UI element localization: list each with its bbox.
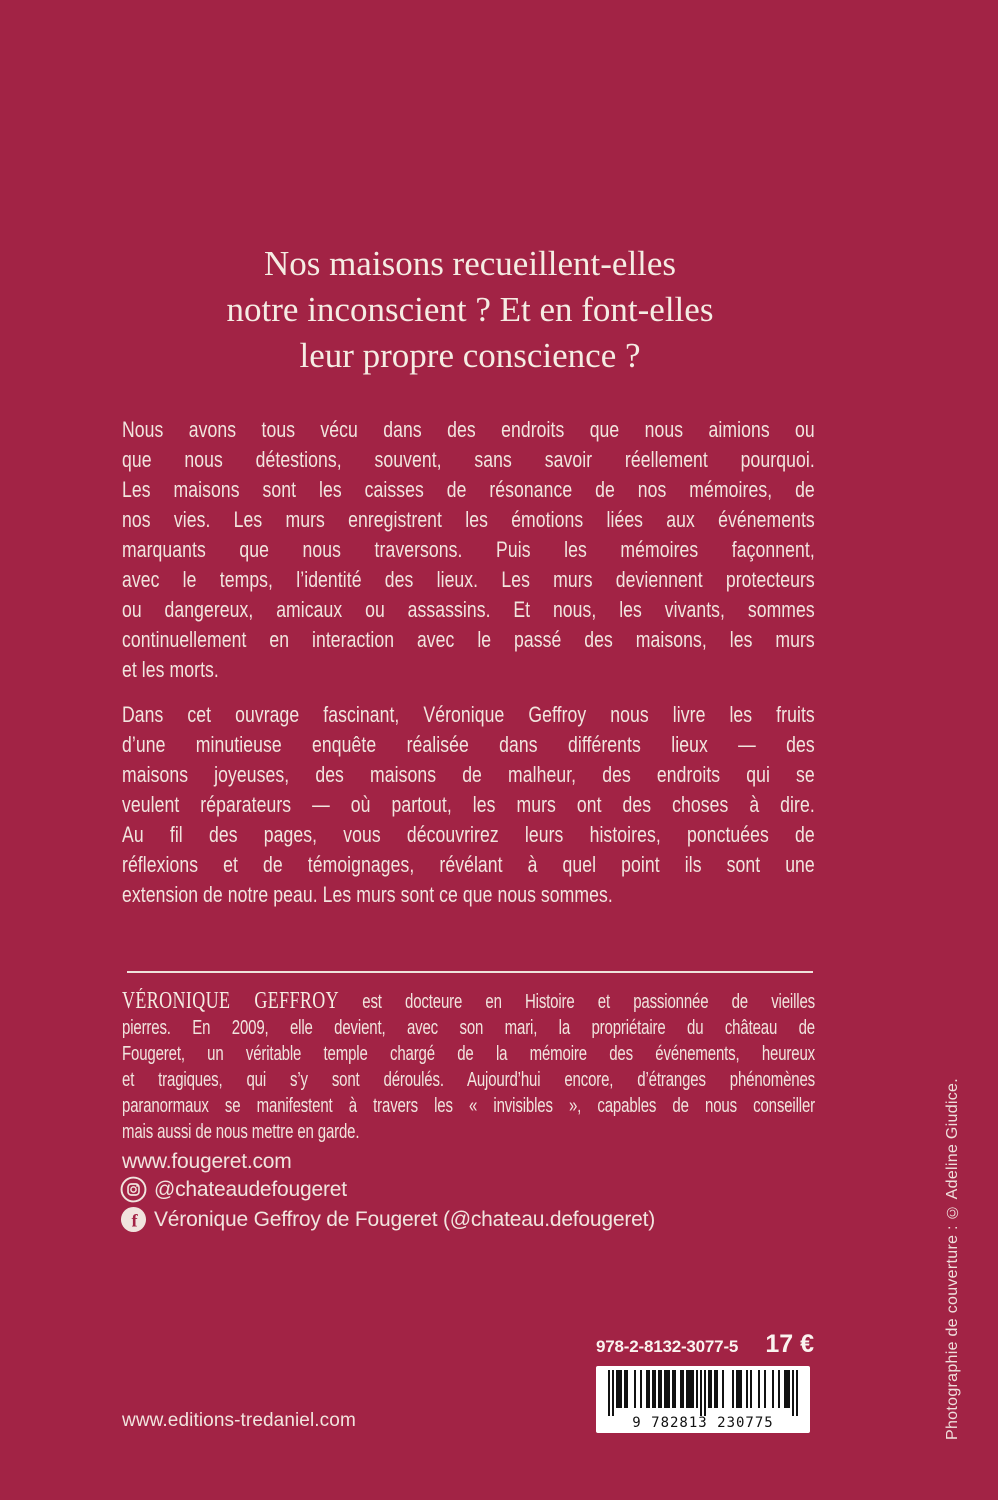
barcode-digits: 9 782813 230775 — [632, 1415, 774, 1431]
price-tag: 17 € — [765, 1330, 814, 1358]
publisher-website-url: www.editions-tredaniel.com — [122, 1410, 356, 1431]
body-text-line: Au fil des pages, vous découvrirez leurs histoires, ponctuées de — [122, 822, 815, 847]
facebook-row — [120, 1206, 655, 1233]
body-text-line: extension de notre peau. Les murs sont ce que nous sommes. — [122, 882, 613, 907]
isbn-number: 978-2-8132-3077-5 — [596, 1337, 739, 1356]
instagram-handle: @chateaudefougeret — [154, 1177, 347, 1201]
body-text-line: continuellement en interaction avec le passé des maisons, les murs — [122, 627, 815, 652]
body-text-line: maisons joyeuses, des maisons de malheur, des endroits qui se — [122, 762, 815, 787]
body-text-line: veulent réparateurs — où partout, les murs ont des choses à dire. — [122, 792, 815, 817]
author-bio — [122, 988, 815, 1145]
body-text-line: Les maisons sont les caisses de résonance de nos mémoires, de — [122, 477, 815, 502]
bio-text-line: Fougeret, un véritable temple chargé de la mémoire des événements, heureux — [122, 1043, 815, 1065]
body-text-line: nos vies. Les murs enregistrent les émotions liées aux événements — [122, 507, 815, 532]
svg-text:f: f — [131, 1210, 138, 1231]
body-text-line: Dans cet ouvrage fascinant, Véronique Geffroy nous livre les fruits — [122, 702, 815, 727]
author-name: VÉRONIQUE GEFFROY — [122, 988, 340, 1014]
instagram-icon — [120, 1176, 147, 1203]
body-text-line: que nous détestions, souvent, sans savoir réellement pourquoi. — [122, 447, 815, 472]
body-text-line: d’une minutieuse enquête réalisée dans différents lieux — des — [122, 732, 815, 757]
barcode — [596, 1366, 810, 1433]
body-text-line: ou dangereux, amicaux ou assassins. Et nous, les vivants, sommes — [122, 597, 815, 622]
headline — [122, 241, 818, 379]
body-text-line: réflexions et de témoignages, révélant à quel point ils sont une — [122, 852, 815, 877]
body-text-line: et les morts. — [122, 657, 219, 682]
photo-credit: Photographie de couverture : © Adeline Giudice. — [944, 1078, 961, 1440]
synopsis-paragraph-1 — [122, 415, 815, 685]
bio-text-line: pierres. En 2009, elle devient, avec son mari, la propriétaire du château de — [122, 1017, 815, 1039]
divider-line — [127, 971, 813, 973]
headline-line: leur propre conscience ? — [299, 336, 641, 375]
body-text-line: avec le temps, l’identité des lieux. Les murs deviennent protecteurs — [122, 567, 815, 592]
facebook-label: Véronique Geffroy de Fougeret (@chateau.defougeret) — [154, 1207, 656, 1231]
synopsis-paragraph-2 — [122, 700, 815, 910]
instagram-row — [120, 1176, 347, 1203]
isbn-price-row — [596, 1330, 814, 1359]
body-text-line: marquants que nous traversons. Puis les mémoires façonnent, — [122, 537, 815, 562]
headline-line: Nos maisons recueillent-elles — [263, 244, 677, 283]
bio-text-line: paranormaux se manifestent à travers les « invisibles », capables de nous conseiller — [122, 1095, 815, 1117]
body-text-line: Nous avons tous vécu dans des endroits que nous aimions ou — [122, 417, 815, 442]
facebook-icon — [120, 1206, 147, 1233]
bio-text-line — [122, 988, 815, 1015]
bio-text: est docteure en Histoire et passionnée de vieilles — [362, 991, 816, 1013]
author-website-url: www.fougeret.com — [122, 1150, 292, 1173]
bio-text-line: et tragiques, qui s’y sont déroulés. Aujourd’hui encore, d’étranges phénomènes — [122, 1069, 815, 1091]
barcode-bars — [608, 1370, 798, 1416]
bio-text-line: mais aussi de nous mettre en garde. — [122, 1121, 360, 1143]
headline-line: notre inconscient ? Et en font-elles — [226, 290, 714, 329]
